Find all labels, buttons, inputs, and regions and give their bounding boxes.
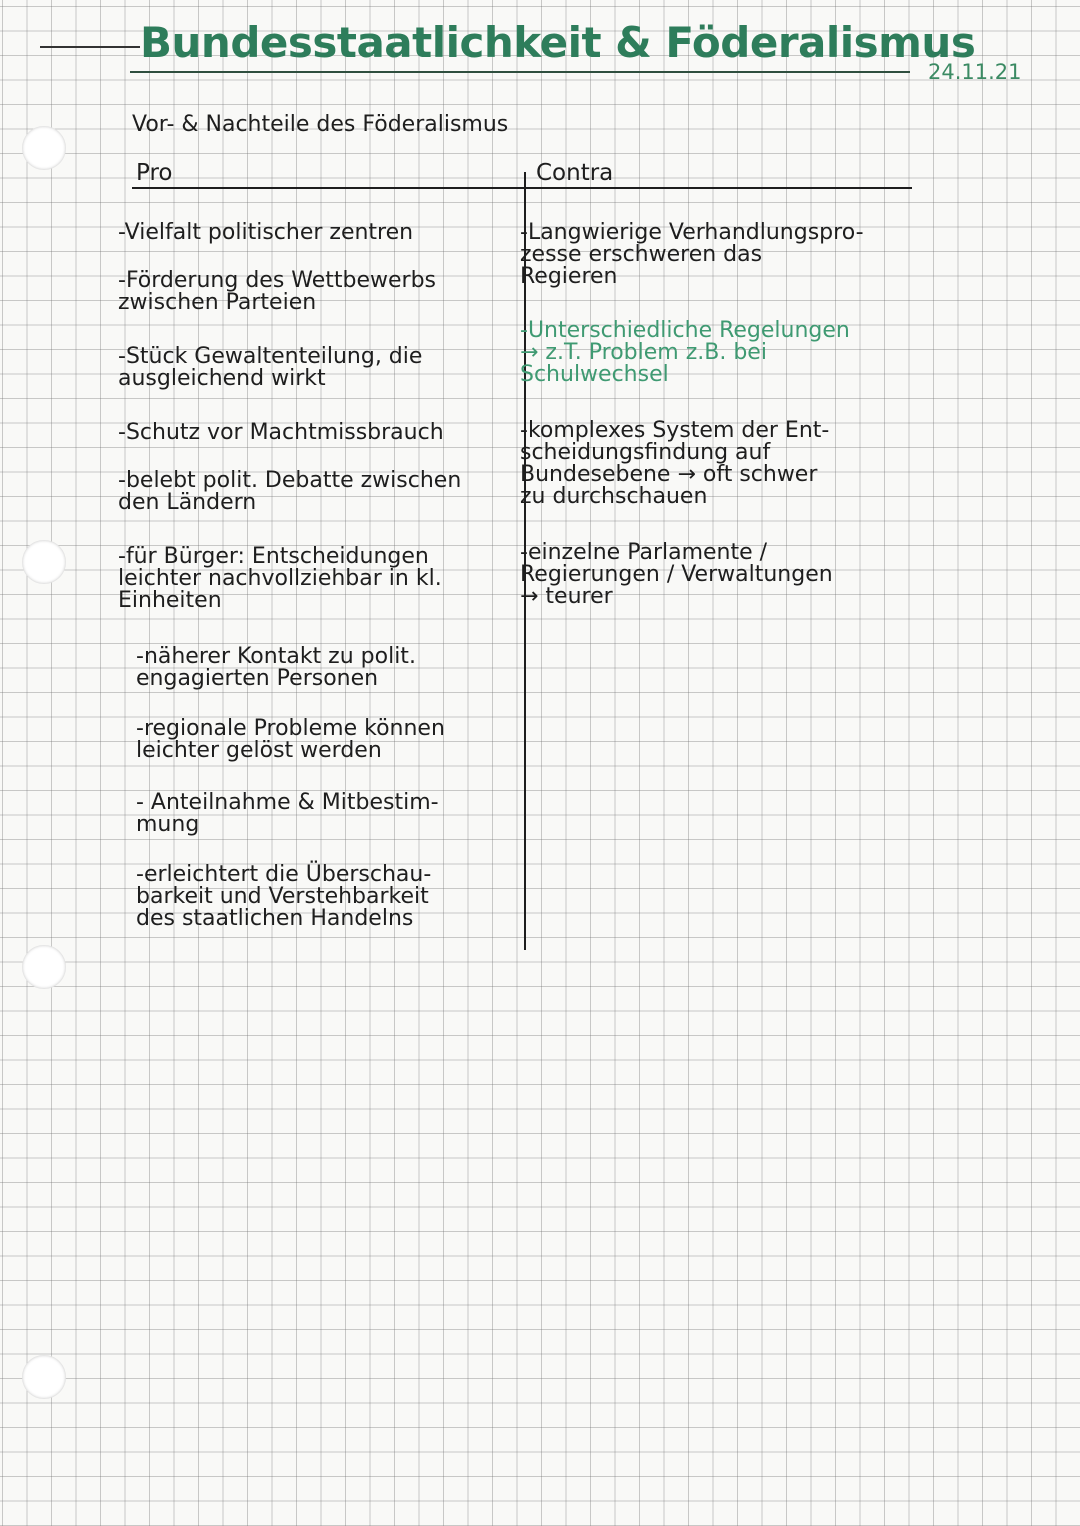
pro-item: -für Bürger: Entscheidungen leichter nachvollziehbar in kl. Einheiten bbox=[118, 544, 442, 613]
subtitle: Vor- & Nachteile des Föderalismus bbox=[132, 112, 509, 137]
date-label: 24.11.21 bbox=[928, 60, 1022, 84]
title-underline bbox=[130, 71, 910, 73]
contra-column-heading: Contra bbox=[536, 160, 614, 186]
contra-item-highlighted: -Unterschiedliche Regelungen → z.T. Problem z.B. bei Schulwechsel bbox=[520, 318, 850, 387]
pro-item: -regionale Probleme können leichter gelöst werden bbox=[136, 716, 445, 763]
pro-item: -Vielfalt politischer zentren bbox=[118, 220, 414, 245]
binder-hole bbox=[22, 945, 66, 989]
binder-hole bbox=[22, 540, 66, 584]
margin-line bbox=[40, 46, 140, 48]
contra-item: -komplexes System der Ent- scheidungsfindung auf Bundesebene → oft schwer zu durchschauen bbox=[520, 418, 830, 509]
binder-hole bbox=[22, 1355, 66, 1399]
pro-item: -Förderung des Wettbewerbs zwischen Parteien bbox=[118, 268, 437, 315]
contra-item: -Langwierige Verhandlungspro- zesse erschweren das Regieren bbox=[520, 220, 864, 289]
pro-item: -erleichtert die Überschau- barkeit und Verstehbarkeit des staatlichen Handelns bbox=[136, 862, 432, 931]
pro-item: - Anteilnahme & Mitbestim- mung bbox=[136, 790, 439, 837]
pro-column-heading: Pro bbox=[136, 160, 173, 186]
pro-item: -Schutz vor Machtmissbrauch bbox=[118, 420, 444, 445]
pro-item: -Stück Gewaltenteilung, die ausgleichend wirkt bbox=[118, 344, 423, 391]
pro-item: -belebt polit. Debatte zwischen den Ländern bbox=[118, 468, 462, 515]
table-header-rule bbox=[132, 187, 912, 189]
contra-item: -einzelne Parlamente / Regierungen / Verwaltungen → teurer bbox=[520, 540, 833, 609]
binder-hole bbox=[22, 126, 66, 170]
pro-item: -näherer Kontakt zu polit. engagierten Personen bbox=[136, 644, 416, 691]
page-title: Bundesstaatlichkeit & Föderalismus bbox=[140, 18, 976, 67]
